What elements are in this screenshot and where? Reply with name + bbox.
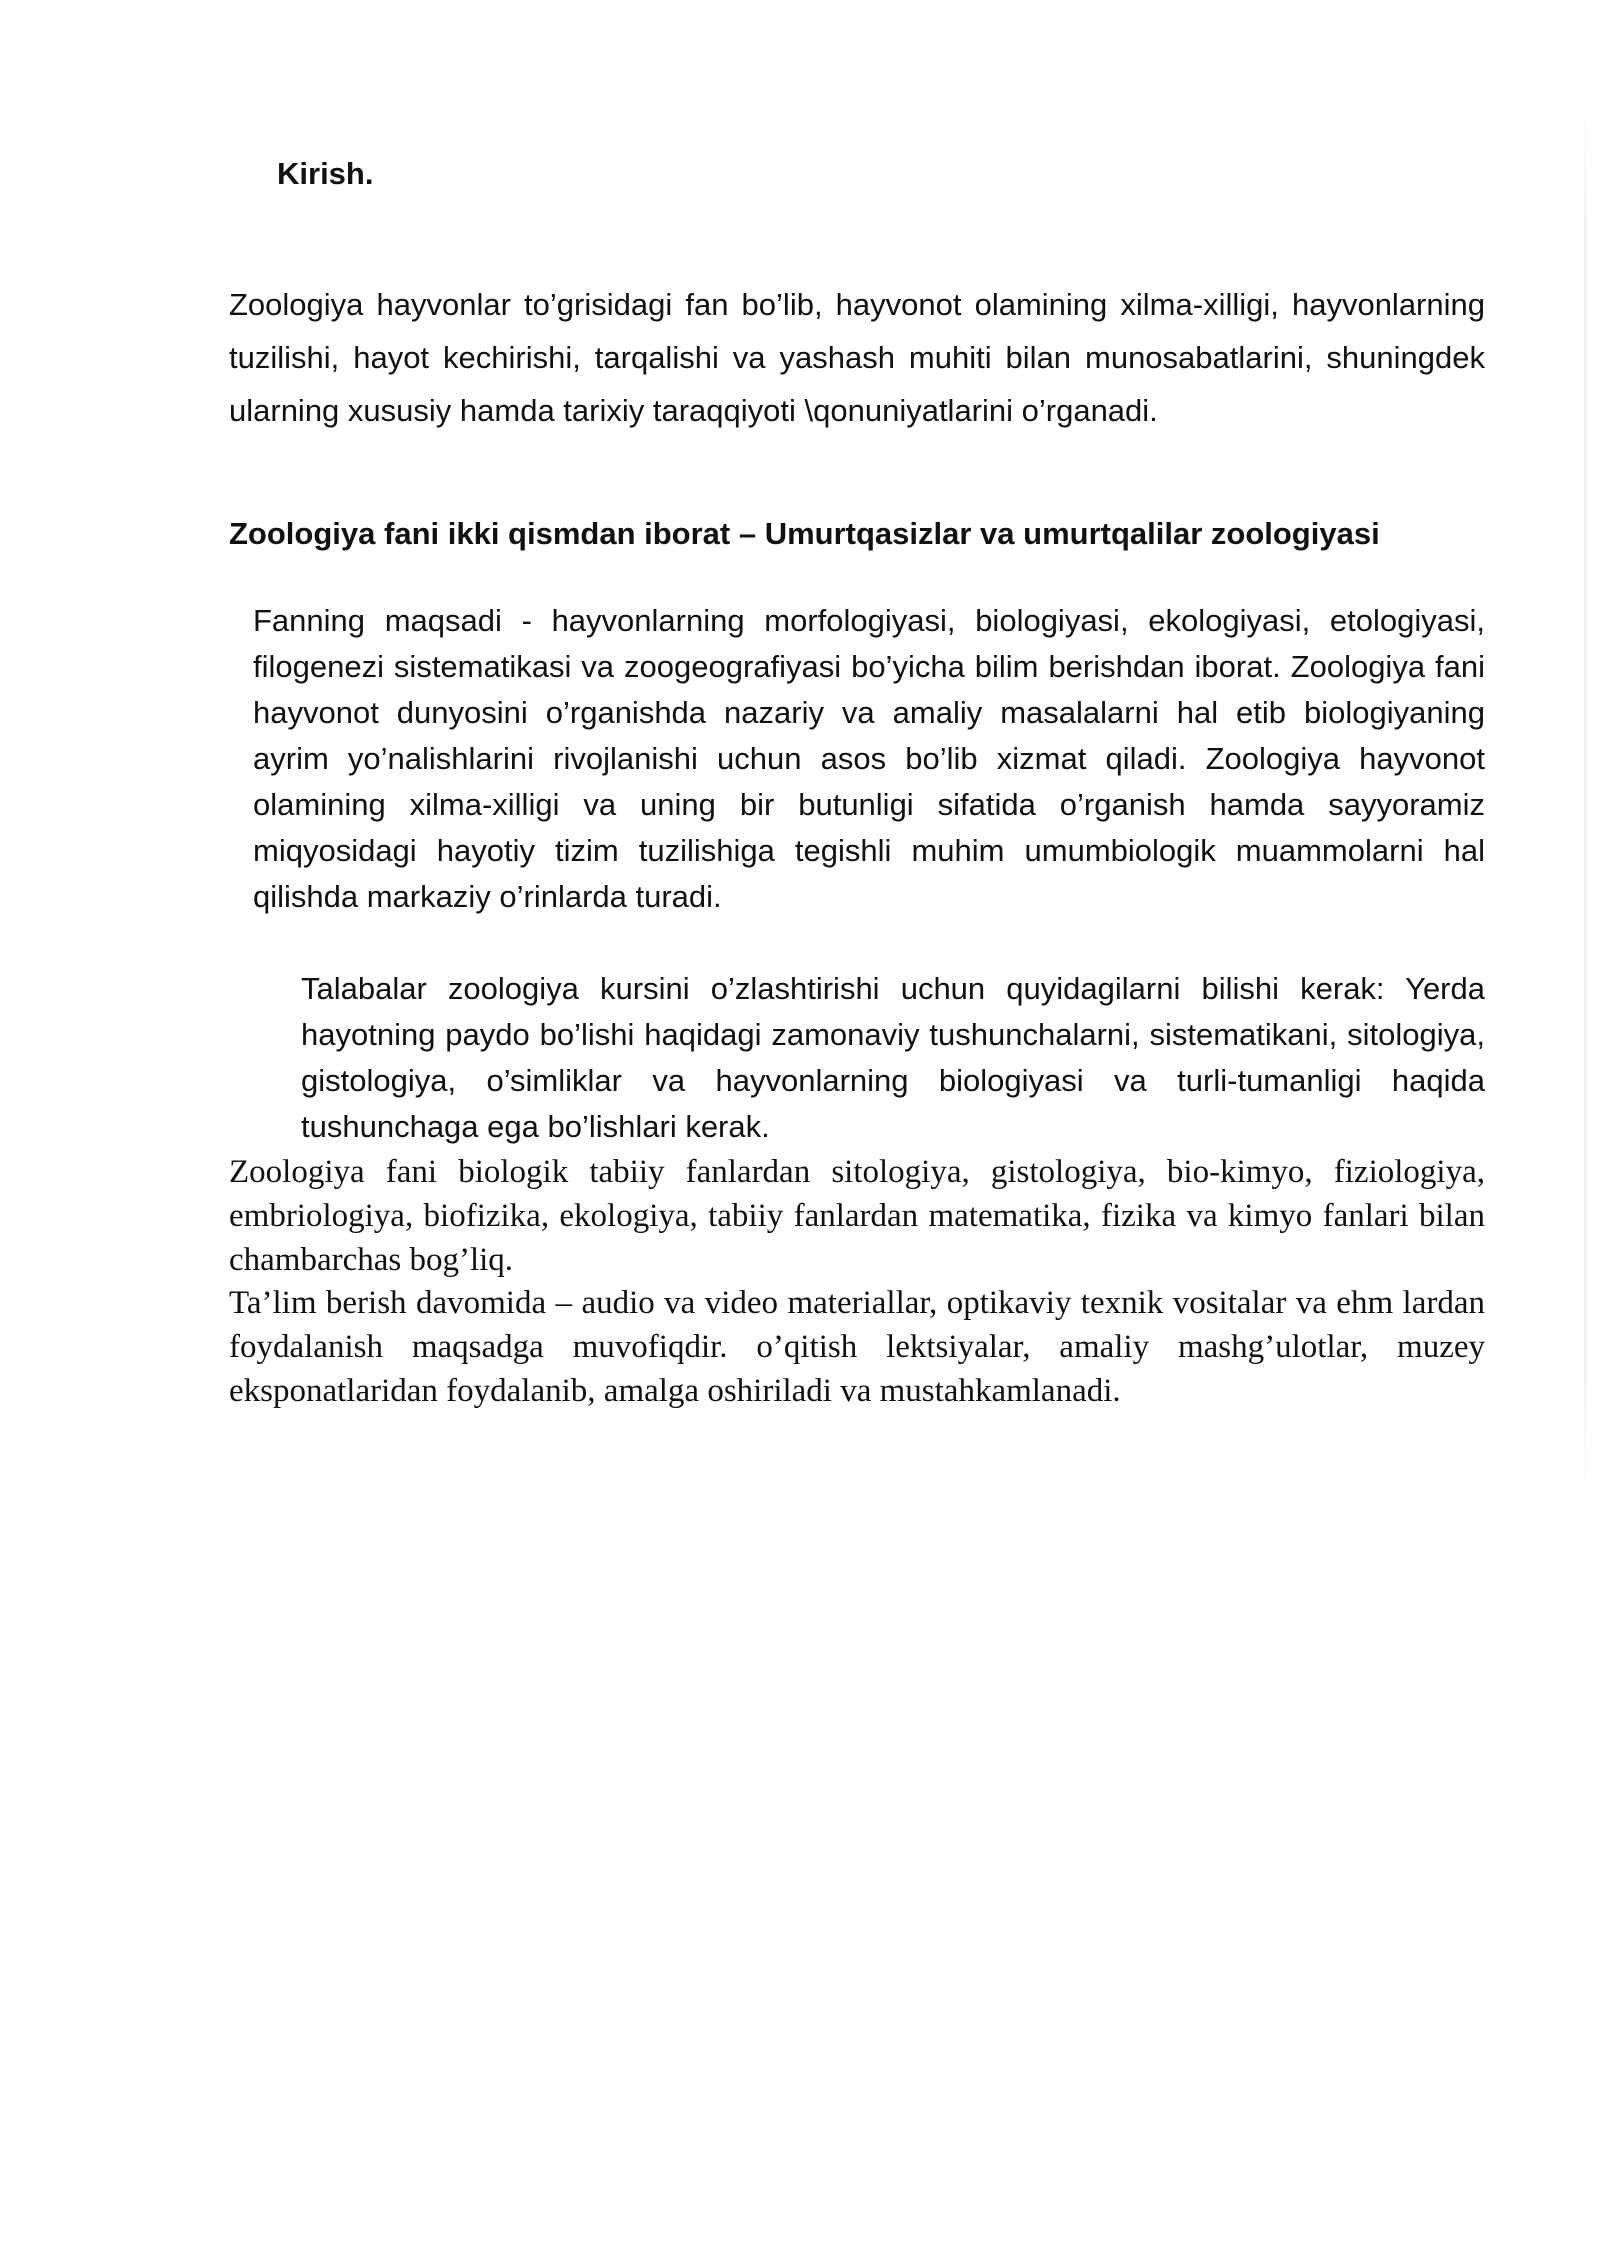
relation-paragraph: Zoologiya fani biologik tabiiy fanlardan sitologiya, gistologiya, bio-kimyo, fiziologiya, embriologiya, biofizika, ekologiya, tabiiy fanlardan matematika, fizika va kimyo fanlari bilan chambarchas bog’liq.	[229, 1154, 1485, 1278]
intro-paragraph: Zoologiya hayvonlar to’grisidagi fan bo’lib, hayvonot olamining xilma-xilligi, hayvonlarning tuzilishi, hayot kechirishi, tarqalishi va yashash muhiti bilan munosabatlarini, shuningdek ularning xususiy hamda tarixiy taraqqiyoti \qonuniyatlarini o’rganadi.	[229, 287, 1485, 428]
students-paragraph: Talabalar zoologiya kursini o’zlashtirishi uchun quyidagilarni bilishi kerak: Yerda hayotning paydo bo’lishi haqidagi zamonaviy tushunchalarni, sistematikani, sitologiya, gistologiya, o’simliklar va hayvonlarning biologiyasi va turli-tumanligi haqida tushunchaga ega bo’lishlari kerak.	[301, 971, 1485, 1144]
goal-paragraph: Fanning maqsadi - hayvonlarning morfologiyasi, biologiyasi, ekologiyasi, etologiyasi, filogenezi sistematikasi va zoogeografiyasi bo’yicha bilim berishdan iborat. Zoologiya fani hayvonot dunyosini o’rganishda nazariy va amaliy masalalarni hal etib biologiyaning ayrim yo’nalishlarini rivojlanishi uchun asos bo’lib xizmat qiladi. Zoologiya hayvonot olamining xilma-xilligi va uning bir butunligi sifatida o’rganish hamda sayyoramiz miqyosidagi hayotiy tizim tuzilishiga tegishli muhim umumbiologik muammolarni hal qilishda markaziy o’rinlarda turadi.	[253, 603, 1485, 914]
teaching-paragraph: Ta’lim berish davomida – audio va video materiallar, optikaviy texnik vositalar va ehm lardan foydalanish maqsadga muvofiqdir. o’qitish lektsiyalar, amaliy mashg’ulotlar, muzey eksponatlaridan foydalanib, amalga oshiriladi va mustahkamlanadi.	[229, 1285, 1485, 1409]
section-subheading: Zoologiya fani ikki qismdan iborat – Umurtqasizlar va umurtqalilar zoologiyasi	[229, 516, 1380, 551]
page-edge-shadow	[1584, 100, 1587, 1500]
page-title: Kirish.	[277, 156, 374, 191]
